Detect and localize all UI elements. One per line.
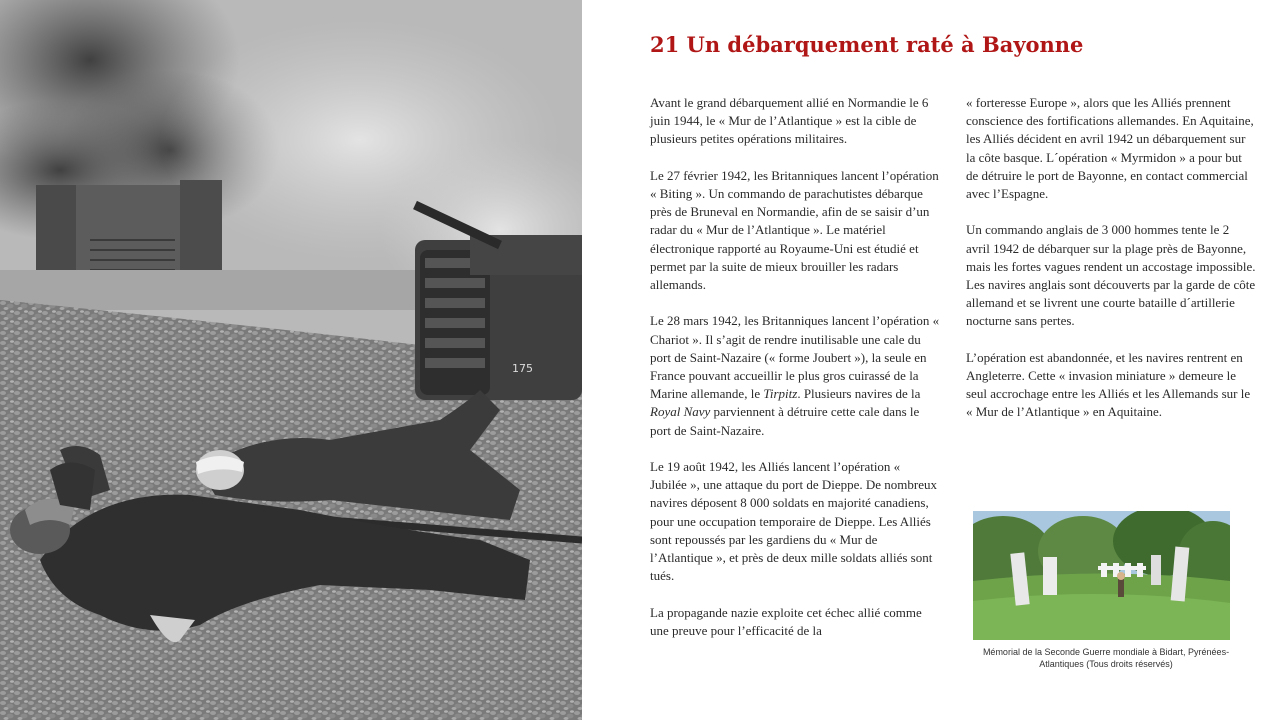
memorial-illustration <box>973 511 1230 640</box>
tank-number: 175 <box>512 362 533 375</box>
paragraph: L’opération est abandonnée, et les navires rentrent en Angleterre. Cette « invasion miniature » demeure le seul accrochage entre les Alliés et les Allemands sur le « Mur de l’Atlantique » en Aquitaine. <box>966 349 1251 420</box>
article-column-right <box>966 94 1256 440</box>
paragraph <box>650 312 940 439</box>
memorial-caption: Mémorial de la Seconde Guerre mondiale à Bidart, Pyrénées-Atlantiques (Tous droits réservés) <box>982 647 1230 669</box>
hero-photo <box>0 0 582 720</box>
paragraph: La propagande nazie exploite cet échec allié comme une preuve pour l’efficacité de la <box>650 604 922 638</box>
paragraph-text: . Plusieurs navires de la <box>797 386 921 402</box>
paragraph: Avant le grand débarquement allié en Normandie le 6 juin 1944, le « Mur de l’Atlantique » est la cible de plusieurs petites opérations militaires. <box>650 95 929 147</box>
paragraph-text: parviennent à détruire cette cale dans le port de Saint-Nazaire. <box>650 404 920 438</box>
paragraph: « forteresse Europe », alors que les Alliés prennent conscience des fortifications allemandes. En Aquitaine, les Alliés décident en avril 1942 un débarquement sur la côte basque. L´opération « Myrmidon » a pour but de détruire le port de Bayonne, en contact commercial avec l’Espagne. <box>966 95 1254 202</box>
paragraph: Un commando anglais de 3 000 hommes tente le 2 avril 1942 de débarquer sur la plage près de Bayonne, mais les fortes vagues rendent un accostage impossible. Les navires anglais sont découverts par la garde de côte allemand et se livrent une courte bataille d´artillerie nocturne sans pertes. <box>966 222 1256 329</box>
page-title: 21 Un débarquement raté à Bayonne <box>650 32 1084 57</box>
paragraph-text: Le 28 mars 1942, les Britanniques lancent l’opération « Chariot ». Il s’agit de rendre inutilisable une cale du port de Saint-Nazaire (« forme Joubert »), la seule en France pouvant accueillir le plus gros cuirassé de la Marine allemande, le <box>650 313 940 402</box>
paragraph: Le 19 août 1942, les Alliés lancent l’opération « Jubilée », une attaque du port de Dieppe. De nombreux navires déposent 8 000 soldats en majorité canadiens, pour une occupation temporaire de Dieppe. Les Alliés sont repoussés par les gardiens du « Mur de l’Atlantique », et près de deux mille soldats alliés sont tués. <box>650 459 937 584</box>
ship-name-italic: Tirpitz <box>763 386 798 402</box>
article-column-left <box>650 94 940 658</box>
memorial-photo <box>973 511 1230 640</box>
navy-name-italic: Royal Navy <box>650 404 711 420</box>
dieppe-beach-illustration <box>0 0 582 720</box>
paragraph: Le 27 février 1942, les Britanniques lancent l’opération « Biting ». Un commando de parachutistes débarque près de Bruneval en Normandie, afin de se saisir d’un radar du « Mur de l’Atlantique ». Le matériel électronique rapporté au Royaume-Uni est étudié et permet par la suite de mieux brouiller les radars allemands. <box>650 167 939 293</box>
